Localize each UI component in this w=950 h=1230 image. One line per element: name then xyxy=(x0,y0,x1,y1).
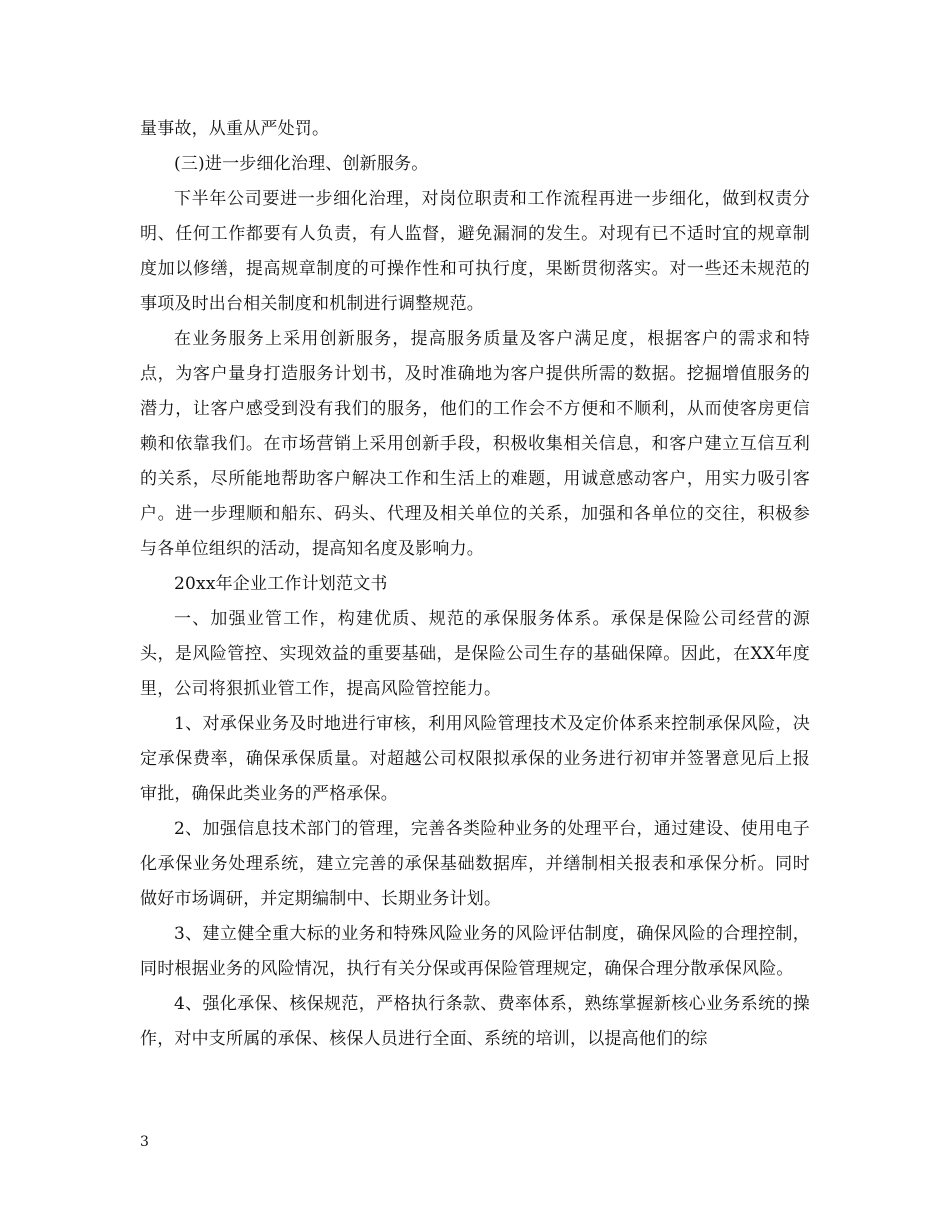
paragraph-10: 4、强化承保、核保规范，严格执行条款、费率体系，熟练掌握新核心业务系统的操作，对中支所属的承保、核保人员进行全面、系统的培训，以提高他们的综 xyxy=(140,994,810,1049)
paragraph-7: 1、对承保业务及时地进行审核，利用风险管理技术及定价体系来控制承保风险，决定承保费率，确保承保质量。对超越公司权限拟承保的业务进行初审并签署意见后上报审批，确保此类业务的严格承保。 xyxy=(140,714,810,804)
paragraph-4: 在业务服务上采用创新服务，提高服务质量及客户满足度，根据客户的需求和特点，为客户量身打造服务计划书，及时准确地为客户提供所需的数据。挖掘增值服务的潜力，让客户感受到没有我们的服务，他们的工作会不方便和不顺利，从而使客房更信赖和依靠我们。在市场营销上采用创新手段，积极收集相关信息，和客户建立互信互利的关系，尽所能地帮助客户解决工作和生活上的难题，用诚意感动客户，用实力吸引客户。进一步理顺和船东、码头、代理及相关单位的关系，加强和各单位的交往，积极参与各单位组织的活动，提高知名度及影响力。 xyxy=(140,329,810,559)
paragraph-6: 一、加强业管工作，构建优质、规范的承保服务体系。承保是保险公司经营的源头，是风险管控、实现效益的重要基础，是保险公司生存的基础保障。因此，在XX年度里，公司将狠抓业管工作，提高风险管控能力。 xyxy=(140,609,810,699)
paragraph-9: 3、建立健全重大标的业务和特殊风险业务的风险评估制度，确保风险的合理控制，同时根据业务的风险情况，执行有关分保或再保险管理规定，确保合理分散承保风险。 xyxy=(140,924,810,979)
paragraph-3: 下半年公司要进一步细化治理，对岗位职责和工作流程再进一步细化，做到权责分明、任何工作都要有人负责，有人监督，避免漏洞的发生。对现有已不适时宜的规章制度加以修缮，提高规章制度的可操作性和可执行度，果断贯彻落实。对一些还未规范的事项及时出台相关制度和机制进行调整规范。 xyxy=(140,189,810,314)
paragraph-5-title: 20xx年企业工作计划范文书 xyxy=(174,574,388,594)
document-body xyxy=(140,112,810,1057)
page-number: 3 xyxy=(140,1134,149,1150)
paragraph-1: 量事故，从重从严处罚。 xyxy=(140,119,330,139)
paragraph-2-heading: (三)进一步细化治理、创新服务。 xyxy=(174,154,429,174)
paragraph-8: 2、加强信息技术部门的管理，完善各类险种业务的处理平台，通过建设、使用电子化承保业务处理系统，建立完善的承保基础数据库，并缮制相关报表和承保分析。同时做好市场调研，并定期编制中、长期业务计划。 xyxy=(140,819,810,909)
